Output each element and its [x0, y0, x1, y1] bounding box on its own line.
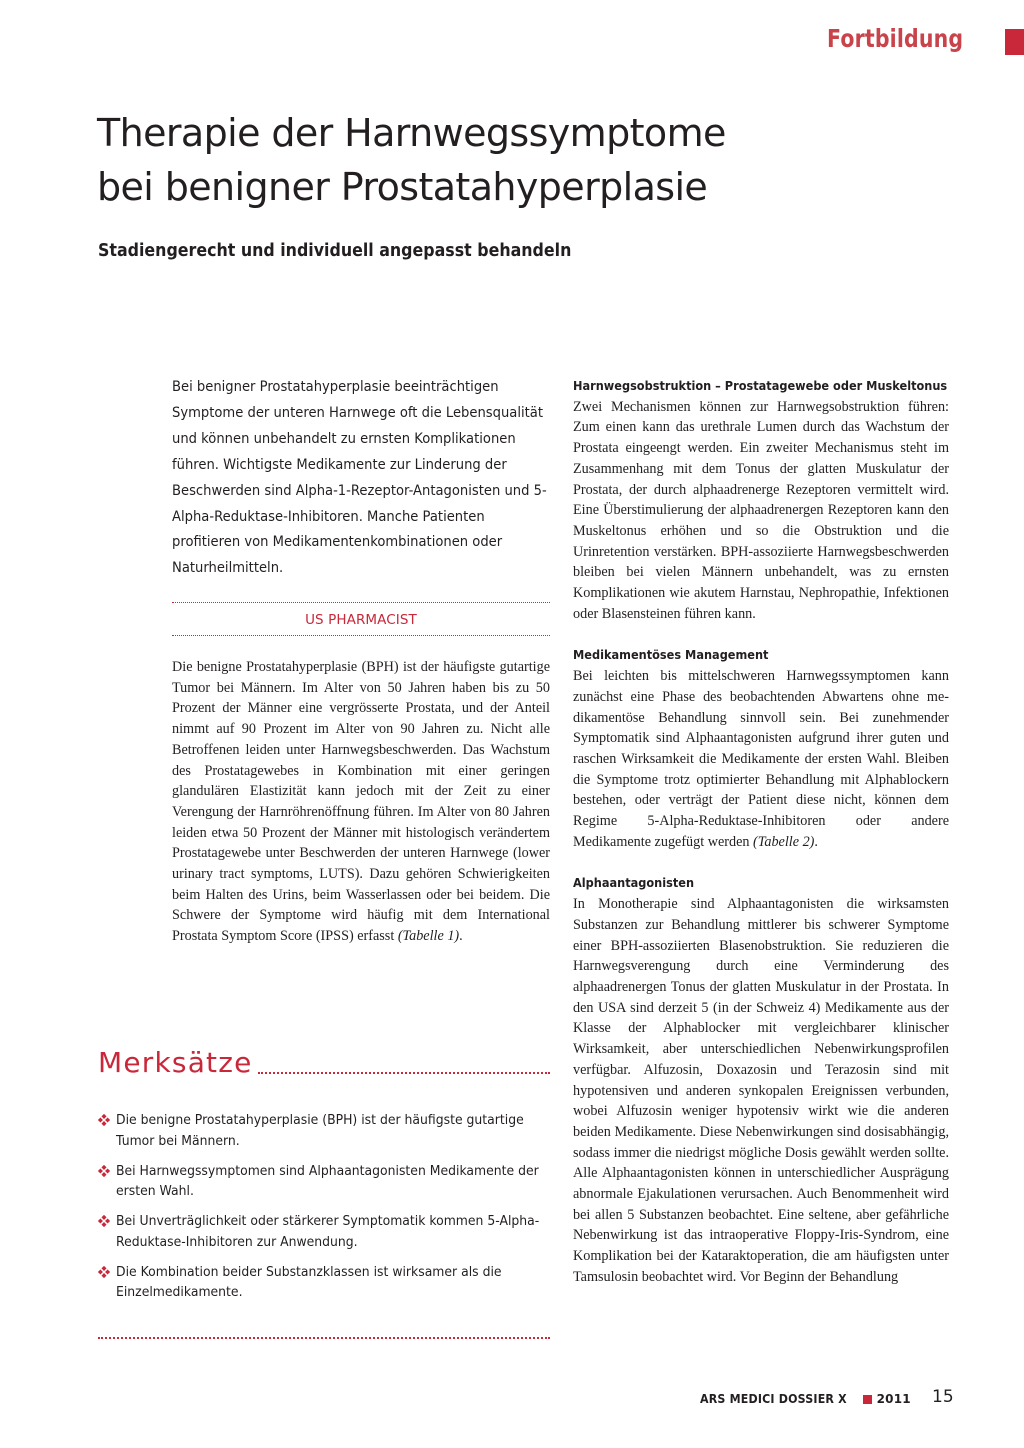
intro-text: Die benigne Prostatahyperplasie (BPH) ist der häufigste gutartige Tumor bei Männern. Im Alter von 50 Jahren haben bis zu 50 Prozent der Männer eine vergrösserte Prostata, und der Anteil nimmt auf 90 Prozent im Alter von 90 Jahren zu. Nicht alle Betroffenen leiden unter Harnwegsbeschwerden. Das Wachstum des Prostatagewebes in Kombination mit einer geringen glandulären Elastizität kann jedoch mit der Zeit zu einer Verengung der Harnröhrenöffnung führen. Im Alter von 80 Jahren leiden etwa 50 Prozent der Männer mit histologisch verändertem Prostatagewebe unter Beschwerden der unteren Harnwege (lower urinary tract symptoms, LUTS). Dazu gehören Schwierigkeiten beim Halten des Urins, beim Wasserlassen oder bei beidem. Die Schwere der Symptome wird häufig mit dem International Prostata Symptom Score (IPSS) erfasst: [172, 659, 550, 945]
article-title: [97, 106, 897, 214]
source-label: US PHARMACIST: [305, 612, 417, 628]
publication-name: ARS MEDICI DOSSIER X: [700, 1392, 847, 1406]
key-point-text: Bei Unverträglichkeit oder stärkerer Symptomatik kommen 5-Alpha-Reduktase-Inhibitoren zur Anwendung.: [116, 1213, 540, 1250]
section-marker: [1005, 29, 1024, 55]
key-points-bottom-divider: [98, 1337, 550, 1339]
section-management: [573, 645, 949, 852]
key-points-title: Merksätze: [98, 1046, 253, 1079]
article-subtitle: Stadiengerecht und individuell angepasst behandeln: [98, 240, 572, 261]
section-heading: Medikamentöses Management: [573, 647, 769, 663]
key-points-list: [98, 1110, 550, 1312]
key-point-item: [98, 1110, 550, 1151]
intro-paragraph: [172, 657, 550, 947]
section-heading: Alphaantagonisten: [573, 875, 695, 891]
footer-square-icon: [863, 1395, 872, 1404]
key-point-text: Die Kombination beider Substanzklassen ist wirksamer als die Einzelmedikamente.: [116, 1263, 502, 1300]
section-body: Bei leichten bis mittelschweren Harnwegssymptomen kann zunächst eine Phase des beobachtenden Abwartens ohne medikamentöse Behandlung sinnvoll sein. Bei zunehmender Symptomatik sind Alphaantagonisten aufgrund ihrer guten und raschen Wirksamkeit die Medikamente der ersten Wahl. Bleiben die Symptome trotz optimierter Behandlung mit Alphablockern bestehen, oder verträgt der Patient diese nicht, können dem Regime 5-Alpha-Reduktase-Inhibitoren oder andere Medikamente zugefügt werden: [573, 668, 949, 850]
key-point-item: [98, 1262, 550, 1303]
page-footer: [700, 1392, 911, 1406]
section-text: Zwei Mechanismen können zur Harnwegsobstruktion führen: Zum einen kann das urethrale Lumen durch das Wachstum der Prostata eingeengt werden. Ein zweiter Mechanismus steht im Zusammenhang mit dem Tonus der glatten Muskulatur der Prostata, der durch alphaadrenerge Rezeptoren vermittelt wird. Eine Überstimulierung der alphaadrenergen Rezeptoren kann den Muskeltonus erhöhen und so die Obstruktion und die Urinretention verstärken. BPH-assoziierte Harnwegsbeschwerden bleiben bei vielen Männern unbehandelt, was zu ernsten Komplikationen wie akutem Harnstau, Nephropathie, Infektionen oder Blasensteinen führen kann.: [573, 398, 949, 622]
key-point-item: [98, 1211, 550, 1252]
page-number: 15: [932, 1387, 954, 1407]
intro-end: .: [459, 928, 463, 945]
diamond-cluster-icon: [98, 1165, 110, 1177]
section-label: Fortbildung: [827, 24, 964, 53]
key-points-title-divider: [258, 1072, 550, 1074]
diamond-cluster-icon: [98, 1114, 110, 1126]
right-column: [573, 376, 949, 1288]
section-text: [573, 666, 949, 852]
publication-year: 2011: [876, 1392, 911, 1406]
section-heading: Harnwegsobstruktion – Prostatagewebe oder Muskeltonus: [573, 378, 948, 393]
section-text: In Monotherapie sind Alphaantagonisten die wirksamsten Substanzen zur Behandlung mittlerer bis schwerer Symptome einer BPH-assoziierten Blasenobstruktion. Sie reduzieren die Harnwegsverengung durch eine Verminderung des alphaadrenergen Tonus der glatten Muskulatur in der Prostata. In den USA sind derzeit 5 (in der Schweiz 4) Medikamente aus der Klasse der Alphablocker mit vergleichbarer klinischer Wirksamkeit, aber unterschiedlichen Nebenwirkungsprofilen verfügbar. Alfuzosin, Doxazosin und Terazosin sind mit hypotensiven und anderen synkopalen Ereignissen verbunden, wobei Alfuzosin weniger hypotensiv wirkt wie die anderen beiden Medikamente. Diese Nebenwirkungen sind dosisabhängig, sodass immer die niedrigst mögliche Dosis gewählt werden sollte. Alle Alphaantagonisten können in unterschiedlicher Ausprägung abnormale Ejakulationen verursachen. Auch Benommenheit wird bei allen 5 Substanzen beobachtet. Eine seltene, aber gefährliche Nebenwirkung ist das intraoperative Floppy-Iris-Syndrom, eine Komplikation bei der Kataraktoperation, die am häufigsten unter Tamsulosin beobachtet wird. Vor Beginn der Behandlung: [573, 896, 949, 1285]
diamond-cluster-icon: [98, 1266, 110, 1278]
title-line-1: Therapie der Harnwegssymptome: [97, 111, 726, 155]
section-end: .: [814, 833, 818, 850]
key-point-text: Bei Harnwegssymptomen sind Alphaantagonisten Medikamente der ersten Wahl.: [116, 1162, 539, 1199]
table-reference[interactable]: (Tabelle 1): [397, 928, 460, 945]
key-point-text: Die benigne Prostatahyperplasie (BPH) ist der häufigste gutartige Tumor bei Männern.: [116, 1112, 524, 1149]
table-reference[interactable]: (Tabelle 2): [753, 833, 815, 850]
title-line-2: bei benigner Prostatahyperplasie: [97, 165, 708, 209]
diamond-cluster-icon: [98, 1215, 110, 1227]
section-alpha-antagonists: [573, 873, 949, 1287]
section-obstruction: [573, 376, 949, 624]
lead-paragraph: Bei benigner Prostatahyperplasie beeinträchtigen Symptome der unteren Harnwege oft die Lebensqualität und können unbehandelt zu ernsten Komplikationen führen. Wichtigste Medikamente zur Linderung der Beschwerden sind Alpha-1-Rezeptor-Antagonisten und 5-Alpha-Reduktase-Inhibitoren. Manche Patienten profitieren von Medikamentenkombinationen oder Naturheilmitteln.: [172, 378, 547, 577]
key-point-item: [98, 1161, 550, 1202]
